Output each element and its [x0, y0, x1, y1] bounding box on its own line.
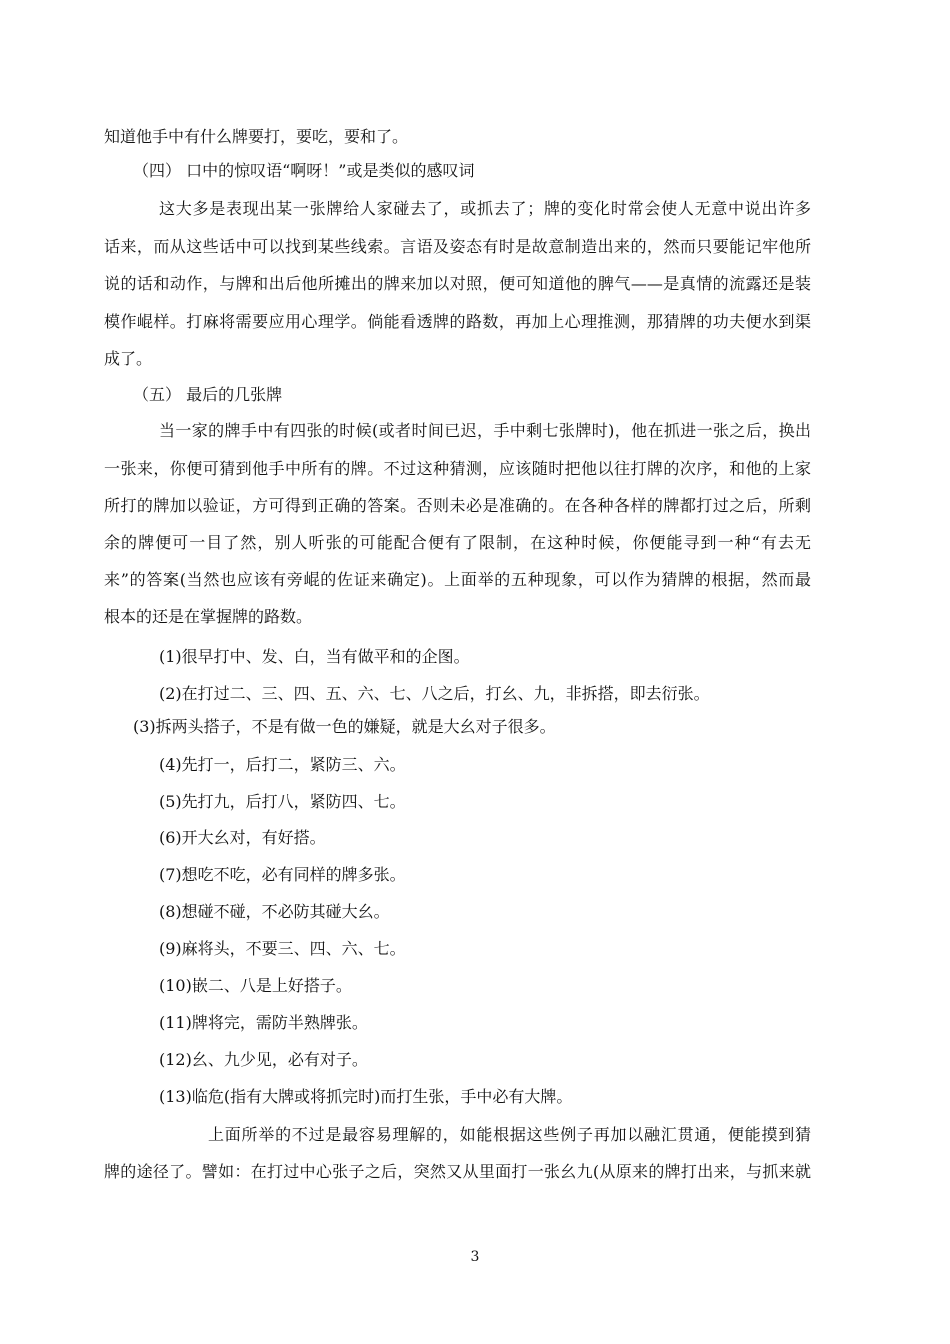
- paragraph-line: 来”的答案(当然也应该有旁崐的佐证来确定)。上面举的五种现象，可以作为猜牌的根据，然而最: [104, 570, 811, 589]
- list-item: (12)幺、九少见，必有对子。: [159, 1050, 368, 1069]
- list-item: (10)嵌二、八是上好搭子。: [159, 976, 352, 995]
- list-item: (8)想碰不碰，不必防其碰大幺。: [159, 902, 390, 921]
- paragraph-line: 知道他手中有什么牌要打，要吃，要和了。: [104, 127, 409, 146]
- paragraph-line: 成了。: [104, 349, 153, 368]
- list-item: (6)开大幺对，有好搭。: [159, 828, 326, 847]
- paragraph-line: 说的话和动作，与牌和出后他所摊出的牌来加以对照，便可知道他的脾气——是真情的流露还是装: [104, 274, 811, 293]
- section-heading: （四） 口中的惊叹语“啊呀！”或是类似的感叹词: [133, 161, 475, 180]
- list-item: (13)临危(指有大牌或将抓完时)而打生张，手中必有大牌。: [159, 1087, 573, 1106]
- paragraph-line: 模作崐样。打麻将需要应用心理学。倘能看透牌的路数，再加上心理推测，那猜牌的功夫便水到渠: [104, 312, 811, 331]
- list-item: (9)麻将头，不要三、四、六、七。: [159, 939, 406, 958]
- list-item: (11)牌将完，需防半熟牌张。: [159, 1013, 368, 1032]
- page-number: 3: [470, 1249, 480, 1265]
- paragraph-line: 当一家的牌手中有四张的时候(或者时间已迟，手中剩七张牌时)，他在抓进一张之后，换出: [159, 421, 811, 440]
- paragraph-line: 牌的途径了。譬如：在打过中心张子之后，突然又从里面打一张幺九(从原来的牌打出来，与抓来就: [104, 1162, 811, 1181]
- paragraph-line: 话来，而从这些话中可以找到某些线索。言语及姿态有时是故意制造出来的，然而只要能记牢他所: [104, 237, 811, 256]
- section-heading: （五） 最后的几张牌: [133, 385, 283, 404]
- list-item: (2)在打过二、三、四、五、六、七、八之后，打幺、九，非拆搭，即去衍张。: [159, 684, 710, 703]
- list-item: (1)很早打中、发、白，当有做平和的企图。: [159, 647, 470, 666]
- paragraph-line: 根本的还是在掌握牌的路数。: [104, 607, 313, 626]
- paragraph-line: 这大多是表现出某一张牌给人家碰去了，或抓去了；牌的变化时常会使人无意中说出许多: [159, 199, 811, 218]
- list-item: (4)先打一，后打二，紧防三、六。: [159, 755, 406, 774]
- paragraph-line: 上面所举的不过是最容易理解的，如能根据这些例子再加以融汇贯通，便能摸到猜: [208, 1125, 811, 1144]
- list-item: (5)先打九，后打八，紧防四、七。: [159, 792, 406, 811]
- list-item: (7)想吃不吃，必有同样的牌多张。: [159, 865, 406, 884]
- list-item: (3)拆两头搭子，不是有做一色的嫌疑，就是大幺对子很多。: [133, 717, 556, 736]
- paragraph-line: 所打的牌加以验证，方可得到正确的答案。否则未必是准确的。在各种各样的牌都打过之后，所剩: [104, 496, 811, 515]
- paragraph-line: 余的牌便可一目了然，别人听张的可能配合便有了限制，在这种时候，你便能寻到一种“有去无: [104, 533, 811, 552]
- paragraph-line: 一张来，你便可猜到他手中所有的牌。不过这种猜测，应该随时把他以往打牌的次序，和他的上家: [104, 459, 811, 478]
